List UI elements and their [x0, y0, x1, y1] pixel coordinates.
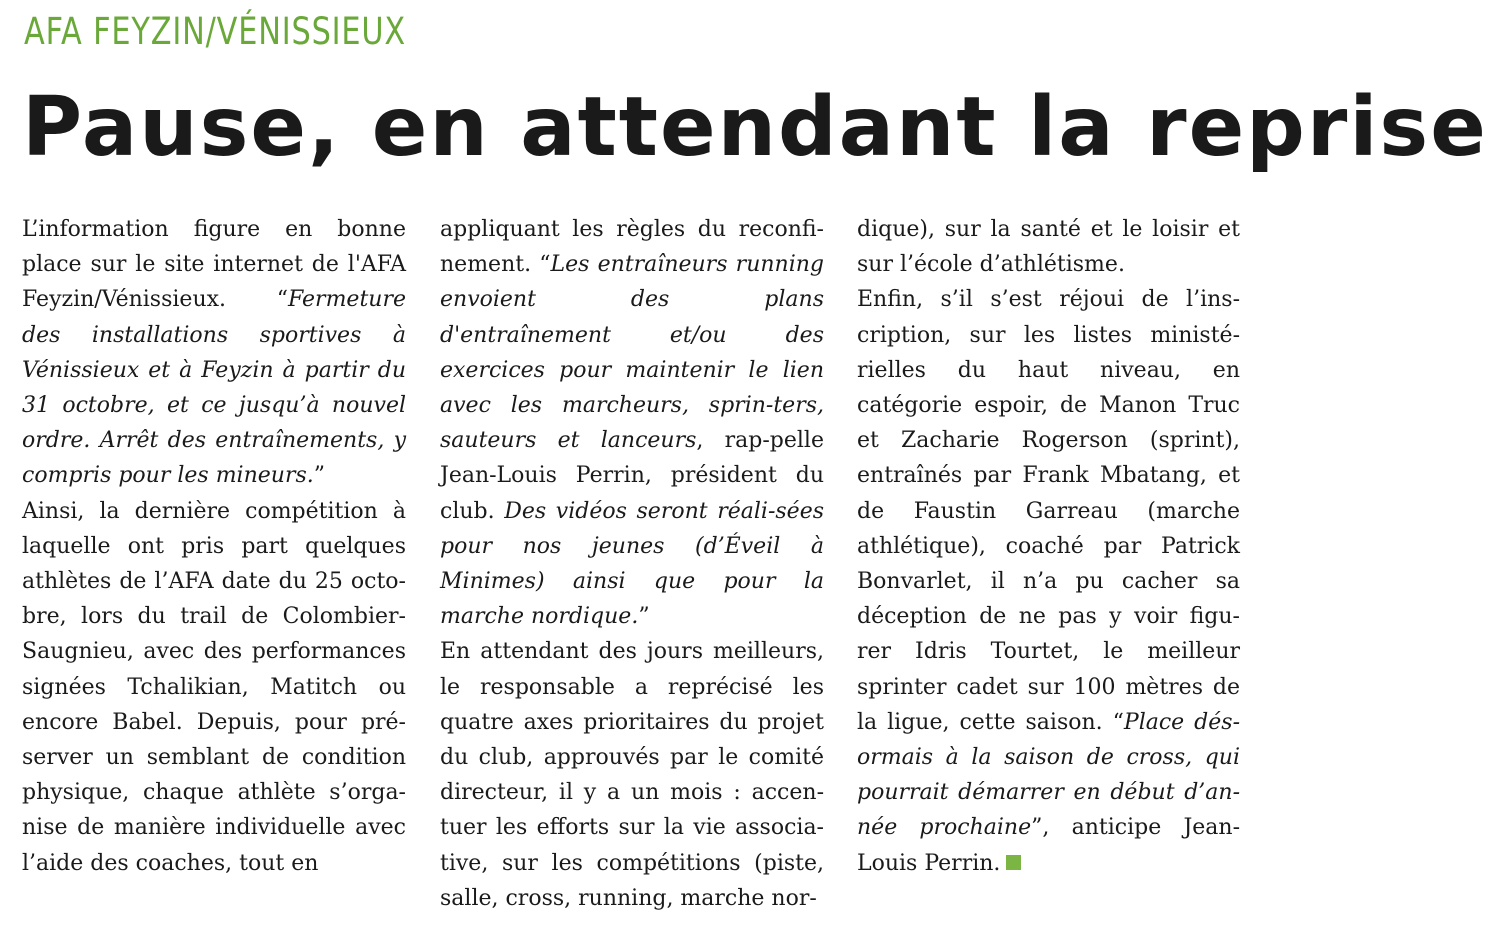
section-kicker: AFA FEYZIN/VÉNISSIEUX — [24, 10, 407, 53]
paragraph: L’information figure en bonne place sur le site internet de l'AFA Feyzin/Vénissieux. “Fermeture des installations sportives à Vénissieux et à Feyzin à partir du 31 octobre, et ce jusqu’à nouvel ordre. Arrêt des entraînements, y compris pour les mineurs.” — [22, 217, 406, 489]
article-column-1 — [22, 212, 406, 881]
paragraph: appliquant les règles du reconfi-nement. “Les entraîneurs running envoient des plans d'entraînement et/ou des exercices pour maintenir le lien avec les marcheurs, sprin-ters, sauteurs et lanceurs, rap-pelle Jean-Louis Perrin, président du club. Des vidéos seront réali-sées pour nos jeunes (d’Éveil à Minimes) ainsi que pour la marche nordique.” — [440, 217, 824, 630]
article-headline: Pause, en attendant la reprise — [22, 80, 1488, 175]
article-column-3 — [857, 212, 1240, 881]
paragraph: dique), sur la santé et le loisir et sur l’école d’athlétisme. — [857, 217, 1240, 278]
paragraph: Enfin, s’il s’est réjoui de l’ins-cription, sur les listes ministé-rielles du haut niveau, en catégorie espoir, de Manon Truc et Zacharie Rogerson (sprint), entraînés par Frank Mbatang, et de Faustin Garreau (marche athlétique), coaché par Patrick Bonvarlet, il n’a pu cacher sa déception de ne pas y voir figu-rer Idris Tourtet, le meilleur sprinter cadet sur 100 mètres de la ligue, cette saison. “Place dés-ormais à la saison de cross, qui pourrait démarrer en début d’an-née prochaine”, anticipe Jean-Louis Perrin. — [857, 287, 1241, 876]
end-of-article-mark — [1006, 855, 1021, 870]
paragraph: Ainsi, la dernière compétition à laquelle ont pris part quelques athlètes de l’AFA date du 25 octo-bre, lors du trail de Colombier-Saugnieu, avec des performances signées Tchalikian, Matitch ou encore Babel. Depuis, pour pré-server un semblant de condition physique, chaque athlète s’orga-nise de manière individuelle avec l’aide des coaches, tout en — [22, 498, 406, 876]
paragraph: En attendant des jours meilleurs, le responsable a reprécisé les quatre axes prioritaires du projet du club, approuvés par le comité directeur, il y a un mois : accen-tuer les efforts sur la vie associa-tive, sur les compétitions (piste, salle, cross, running, marche nor- — [440, 639, 824, 911]
article-column-2 — [440, 212, 824, 916]
